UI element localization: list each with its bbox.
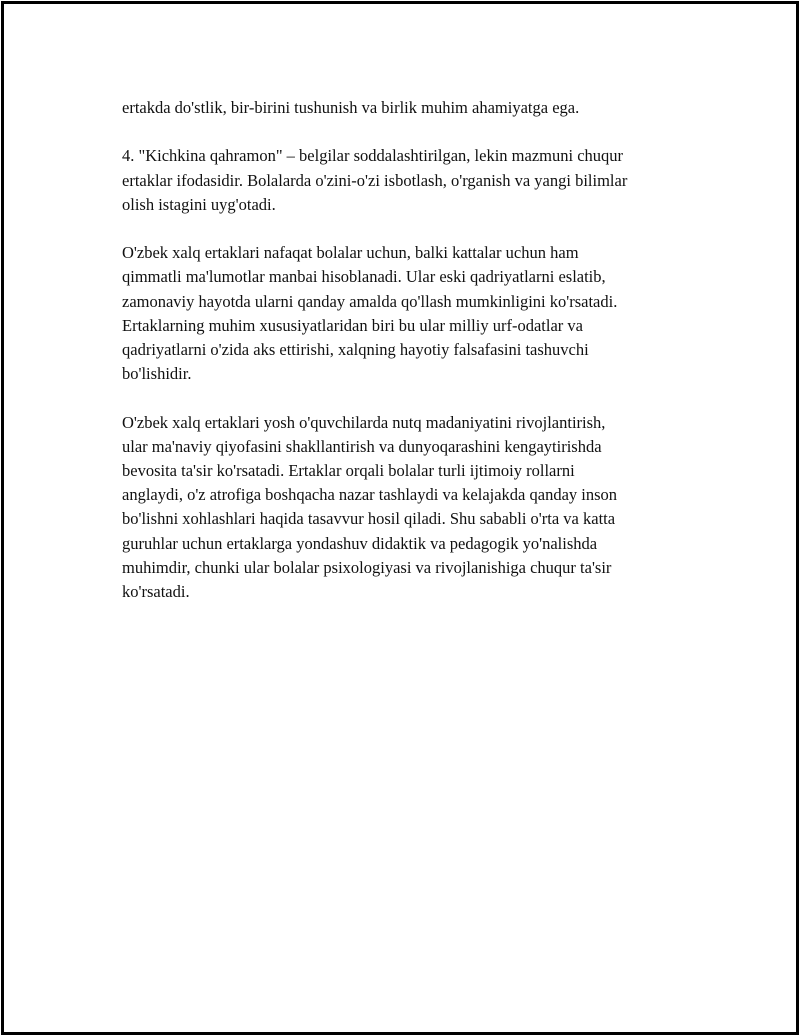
text-line: Ertaklarning muhim xususiyatlaridan biri bu ular milliy urf-odatlar va xyxy=(122,315,583,335)
text-line: guruhlar uchun ertaklarga yondashuv didaktik va pedagogik yo'nalishda xyxy=(122,533,598,553)
page-frame xyxy=(1,1,799,1035)
text-line: O'zbek xalq ertaklari nafaqat bolalar uchun, balki kattalar uchun ham xyxy=(122,243,579,263)
text-line: ertakda do'stlik, bir-birini tushunish va birlik muhim ahamiyatga ega. xyxy=(122,98,580,117)
text-line: 4. "Kichkina qahramon" – belgilar soddalashtirilgan, lekin mazmuni chuqur xyxy=(122,146,624,166)
text-line: O'zbek xalq ertaklari yosh o'quvchilarda nutq madaniyatini rivojlantirish, xyxy=(122,412,606,432)
text-line: muhimdir, chunki ular bolalar psixologiyasi va rivojlanishiga chuqur ta'sir xyxy=(122,557,612,577)
paragraph-3 xyxy=(122,241,692,386)
paragraph-2 xyxy=(122,144,692,217)
paragraph-1 xyxy=(122,96,692,120)
text-line: olish istagini uyg'otadi. xyxy=(122,194,276,214)
text-line: bo'lishni xohlashlari haqida tasavvur hosil qiladi. Shu sababli o'rta va katta xyxy=(122,509,616,529)
text-line: anglaydi, o'z atrofiga boshqacha nazar tashlaydi va kelajakda qanday inson xyxy=(122,485,618,505)
text-line: ertaklar ifodasidir. Bolalarda o'zini-o'zi isbotlash, o'rganish va yangi bilimlar xyxy=(122,170,628,190)
paragraph-4 xyxy=(122,411,692,605)
text-line: bo'lishidir. xyxy=(122,364,192,384)
text-line: zamonaviy hayotda ularni qanday amalda qo'llash mumkinligini ko'rsatadi. xyxy=(122,291,618,311)
text-line: qadriyatlarni o'zida aks ettirishi, xalqning hayotiy falsafasini tashuvchi xyxy=(122,340,589,359)
document-body xyxy=(122,96,692,628)
text-line: ko'rsatadi. xyxy=(122,582,190,602)
text-line: bevosita ta'sir ko'rsatadi. Ertaklar orqali bolalar turli ijtimoiy rollarni xyxy=(122,461,575,480)
text-line: ular ma'naviy qiyofasini shakllantirish va dunyoqarashini kengaytirishda xyxy=(122,436,602,456)
text-line: qimmatli ma'lumotlar manbai hisoblanadi. Ular eski qadriyatlarni eslatib, xyxy=(122,267,606,287)
